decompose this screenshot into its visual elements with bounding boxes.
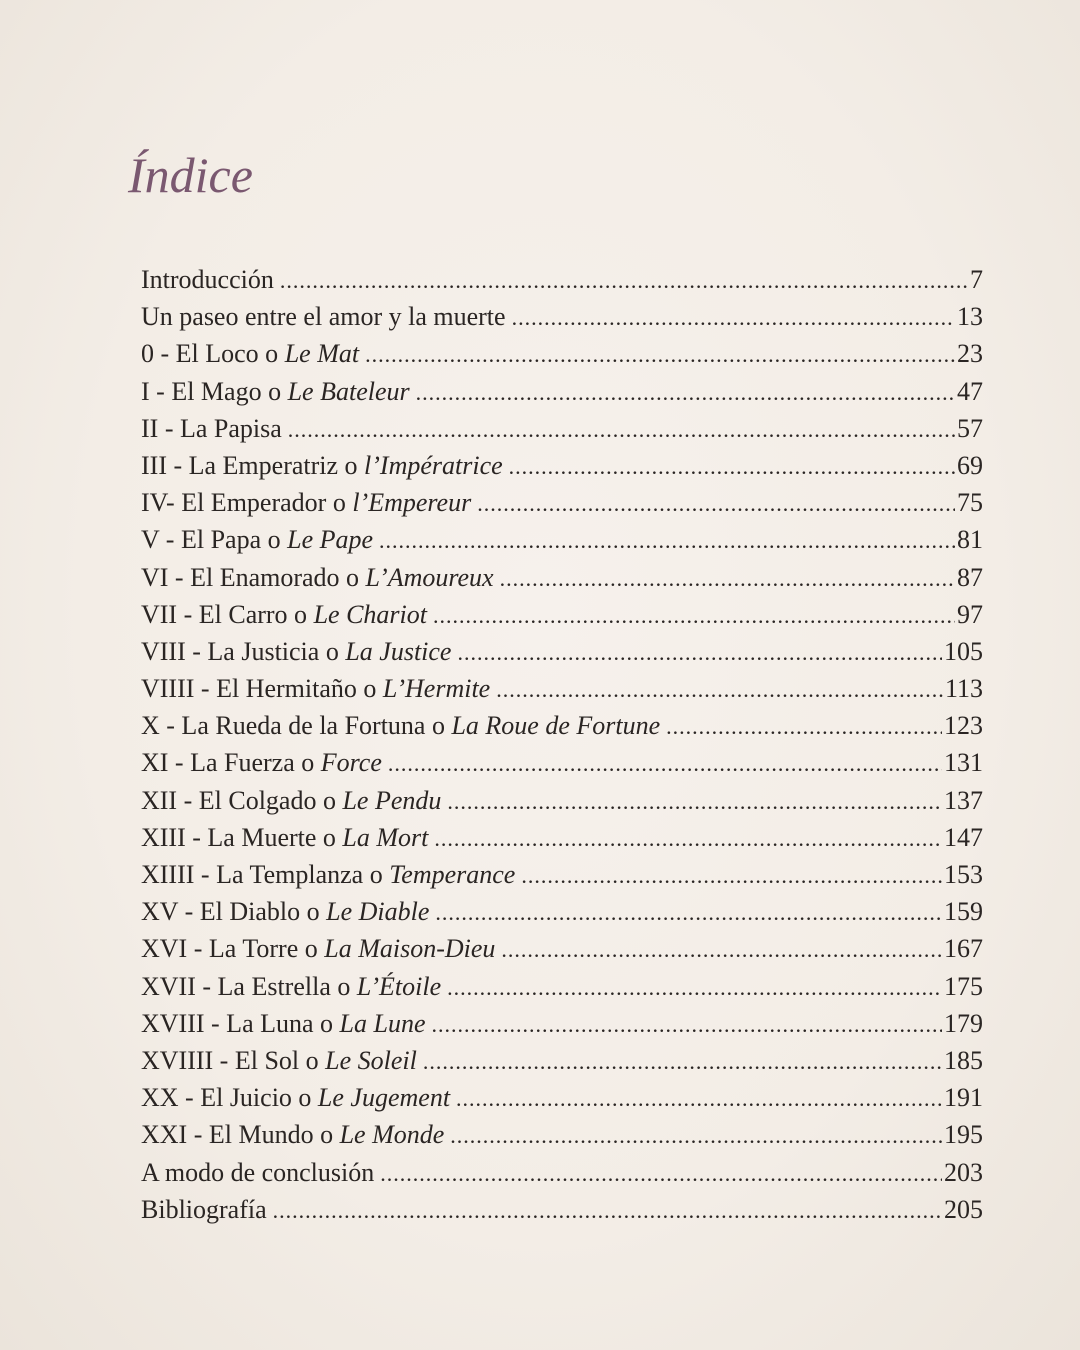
- page-number: 137: [944, 785, 983, 815]
- page-number: 75: [957, 488, 983, 518]
- entry-title: 0 - El Loco o: [141, 339, 285, 369]
- toc-entry: [141, 1009, 983, 1046]
- entry-french-title: Le Chariot: [313, 599, 427, 629]
- toc-entry: [141, 934, 983, 971]
- toc-entry: [141, 563, 983, 600]
- page-number: 105: [944, 636, 983, 666]
- entry-label: [141, 823, 428, 853]
- page-number: 69: [957, 450, 983, 480]
- entry-label: [141, 1083, 450, 1113]
- entry-label: [141, 1120, 444, 1150]
- dot-leader: [500, 566, 955, 592]
- page-number: 131: [944, 748, 983, 778]
- toc-entry: [141, 860, 983, 897]
- entry-label: [141, 637, 451, 667]
- entry-title: Un paseo entre el amor y la muerte: [141, 302, 506, 332]
- entry-title: VIIII - El Hermitaño o: [141, 674, 383, 704]
- entry-title: VI - El Enamorado o: [141, 562, 366, 592]
- entry-label: [141, 488, 471, 518]
- dot-leader: [434, 826, 942, 852]
- toc-entry: [141, 377, 983, 414]
- entry-french-title: Le Pape: [287, 525, 374, 555]
- entry-french-title: l’Empereur: [352, 488, 472, 518]
- toc-entry: [141, 1083, 983, 1120]
- dot-leader: [447, 975, 942, 1001]
- toc-entry: [141, 1158, 983, 1195]
- toc-entry: [141, 972, 983, 1009]
- entry-french-title: Le Jugement: [317, 1083, 451, 1113]
- page-number: 97: [957, 599, 983, 629]
- entry-label: [141, 972, 441, 1002]
- toc-entry: [141, 600, 983, 637]
- dot-leader: [380, 1161, 942, 1187]
- dot-leader: [273, 1198, 942, 1224]
- toc-entry: [141, 451, 983, 488]
- toc-entry: [141, 339, 983, 376]
- entry-title: XVI - La Torre o: [141, 934, 325, 964]
- entry-french-title: La Justice: [345, 636, 452, 666]
- page-number: 7: [970, 265, 983, 294]
- entry-label: [141, 451, 503, 481]
- toc-entry: [141, 488, 983, 525]
- dot-leader: [433, 603, 955, 629]
- entry-label: [141, 265, 274, 295]
- table-of-contents: [141, 265, 983, 1232]
- dot-leader: [501, 937, 942, 963]
- entry-label: [141, 1046, 417, 1076]
- entry-title: XII - El Colgado o: [141, 785, 343, 815]
- page-number: 203: [944, 1157, 983, 1187]
- dot-leader: [288, 417, 955, 443]
- toc-entry: [141, 711, 983, 748]
- toc-entry: [141, 786, 983, 823]
- entry-title: XIII - La Muerte o: [141, 822, 343, 852]
- dot-leader: [456, 1086, 942, 1112]
- entry-french-title: La Lune: [339, 1008, 426, 1038]
- toc-entry: [141, 637, 983, 674]
- dot-leader: [365, 342, 955, 368]
- entry-label: [141, 525, 373, 555]
- entry-french-title: Le Mat: [284, 339, 360, 369]
- page-number: 123: [944, 711, 983, 741]
- page-number: 179: [944, 1008, 983, 1038]
- dot-leader: [280, 268, 968, 294]
- page-number: 47: [957, 376, 983, 406]
- page-number: 113: [944, 674, 983, 704]
- toc-entry: [141, 302, 983, 339]
- entry-title: II - La Papisa: [141, 413, 282, 443]
- dot-leader: [509, 454, 955, 480]
- entry-title: XV - El Diablo o: [141, 897, 327, 927]
- dot-leader: [423, 1049, 942, 1075]
- entry-french-title: Temperance: [389, 860, 516, 889]
- entry-french-title: La Mort: [342, 822, 429, 852]
- entry-title: Bibliografía: [141, 1194, 267, 1224]
- entry-label: [141, 1195, 267, 1225]
- entry-title: XI - La Fuerza o: [141, 748, 321, 778]
- dot-leader: [432, 1012, 943, 1038]
- entry-label: [141, 674, 490, 704]
- entry-title: XXI - El Mundo o: [141, 1120, 340, 1150]
- entry-title: VIII - La Justicia o: [141, 636, 346, 666]
- page-number: 87: [957, 562, 983, 592]
- page-number: 191: [944, 1083, 983, 1113]
- page-number: 205: [944, 1194, 983, 1224]
- toc-entry: [141, 414, 983, 451]
- entry-title: XVII - La Estrella o: [141, 971, 357, 1001]
- entry-label: [141, 563, 494, 593]
- dot-leader: [496, 677, 943, 703]
- entry-french-title: La Maison-Dieu: [324, 934, 496, 964]
- toc-entry: [141, 674, 983, 711]
- entry-french-title: L’Étoile: [356, 971, 442, 1001]
- page-number: 175: [944, 971, 983, 1001]
- entry-french-title: Le Diable: [326, 897, 430, 927]
- toc-entry: [141, 897, 983, 934]
- dot-leader: [450, 1123, 942, 1149]
- entry-french-title: Le Monde: [339, 1120, 445, 1150]
- entry-title: III - La Emperatriz o: [141, 450, 365, 480]
- toc-entry: [141, 1195, 983, 1232]
- entry-title: IV- El Emperador o: [141, 488, 353, 518]
- entry-label: [141, 377, 410, 407]
- entry-title: I - El Mago o: [141, 376, 288, 406]
- entry-french-title: Le Soleil: [325, 1045, 417, 1075]
- page-number: 159: [944, 897, 983, 927]
- dot-leader: [447, 789, 942, 815]
- entry-label: [141, 1009, 426, 1039]
- entry-french-title: Le Pendu: [342, 785, 442, 815]
- dot-leader: [416, 380, 955, 406]
- dot-leader: [512, 305, 955, 331]
- toc-entry: [141, 265, 983, 302]
- entry-label: [141, 414, 282, 444]
- page-number: 167: [944, 934, 983, 964]
- page-number: 81: [957, 525, 983, 555]
- toc-entry: [141, 1046, 983, 1083]
- entry-title: XVIIII - El Sol o: [141, 1045, 326, 1075]
- toc-entry: [141, 525, 983, 562]
- entry-title: VII - El Carro o: [141, 599, 314, 629]
- page-number: 195: [944, 1120, 983, 1150]
- entry-title: A modo de conclusión: [141, 1157, 375, 1187]
- dot-leader: [388, 751, 942, 777]
- entry-label: [141, 600, 427, 630]
- entry-title: XIIII - La Templanza o: [141, 860, 390, 889]
- dot-leader: [666, 714, 942, 740]
- page-number: 153: [944, 860, 983, 889]
- entry-french-title: L’Amoureux: [365, 562, 494, 592]
- page-number: 57: [957, 413, 983, 443]
- page-number: 23: [957, 339, 983, 369]
- dot-leader: [457, 640, 942, 666]
- toc-entry: [141, 1120, 983, 1157]
- entry-label: [141, 748, 382, 778]
- entry-label: [141, 711, 660, 741]
- entry-french-title: La Roue de Fortune: [451, 711, 661, 741]
- page-number: 185: [944, 1045, 983, 1075]
- entry-title: V - El Papa o: [141, 525, 288, 555]
- entry-label: [141, 1158, 374, 1188]
- entry-label: [141, 860, 515, 890]
- dot-leader: [521, 863, 942, 889]
- page-title: Índice: [128, 147, 253, 203]
- entry-label: [141, 339, 359, 369]
- entry-french-title: Force: [320, 748, 382, 778]
- entry-french-title: Le Bateleur: [287, 376, 410, 406]
- entry-french-title: l’Impératrice: [364, 450, 503, 480]
- dot-leader: [379, 528, 955, 554]
- entry-label: [141, 934, 495, 964]
- page-number: 13: [957, 302, 983, 332]
- entry-label: [141, 897, 429, 927]
- entry-french-title: L’Hermite: [382, 674, 491, 704]
- toc-entry: [141, 748, 983, 785]
- entry-title: X - La Rueda de la Fortuna o: [141, 711, 452, 741]
- entry-label: [141, 302, 506, 332]
- entry-title: XX - El Juicio o: [141, 1083, 318, 1113]
- page-number: 147: [944, 822, 983, 852]
- dot-leader: [477, 491, 955, 517]
- entry-title: XVIII - La Luna o: [141, 1008, 340, 1038]
- dot-leader: [435, 900, 942, 926]
- entry-label: [141, 786, 441, 816]
- entry-title: Introducción: [141, 265, 274, 294]
- toc-entry: [141, 823, 983, 860]
